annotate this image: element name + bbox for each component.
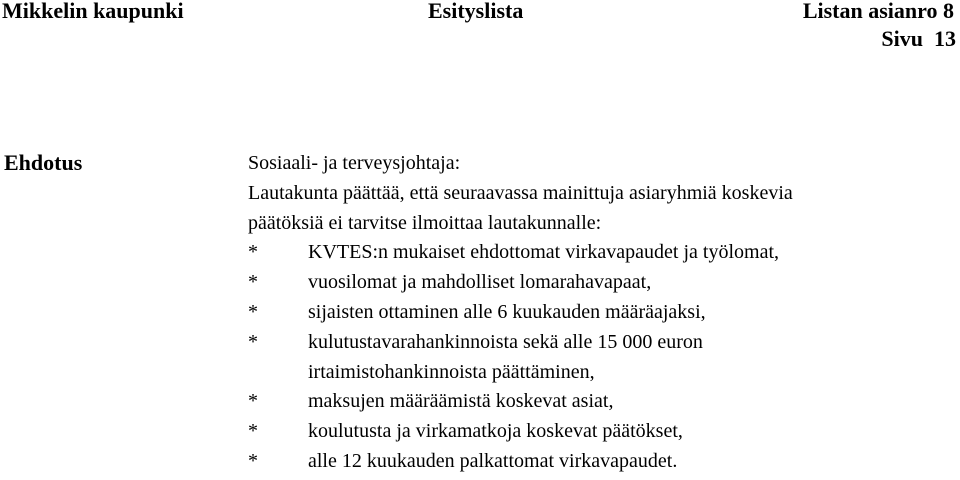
list-item (248, 238, 958, 268)
organization-name: Mikkelin kaupunki (2, 0, 184, 23)
bullet-marker: * (248, 241, 258, 264)
bullet-marker: * (248, 449, 258, 472)
list-item-text: KVTES:n mukaiset ehdottomat virkavapaudet ja työlomat, (308, 241, 780, 264)
list-item (248, 447, 958, 477)
list-item-text: vuosilomat ja mahdolliset lomarahavapaat, (308, 271, 652, 294)
bullet-marker: * (248, 300, 258, 323)
document-type: Esityslista (428, 0, 524, 23)
proposal-author: Sosiaali- ja terveysjohtaja: (248, 152, 461, 174)
list-item (248, 298, 958, 328)
proposal-content (248, 149, 958, 477)
list-item (248, 268, 958, 298)
bullet-marker: * (248, 330, 258, 353)
item-number: Listan asianro 8 (802, 0, 954, 23)
list-item-text: alle 12 kuukauden palkattomat virkavapaudet. (308, 449, 678, 472)
page-header (0, 0, 960, 60)
bullet-marker: * (248, 390, 258, 413)
list-item (248, 417, 958, 447)
proposal-intro-line: päätöksiä ei tarvitse ilmoittaa lautakunnalle: (248, 211, 602, 234)
list-item (248, 387, 958, 417)
bullet-marker: * (248, 271, 258, 294)
bullet-marker: * (248, 420, 258, 443)
page-number: Sivu 13 (881, 26, 956, 51)
list-item-text: kulutustavarahankinnoista sekä alle 15 000 euron (308, 330, 703, 353)
list-item-text: koulutusta ja virkamatkoja koskevat päätökset, (308, 420, 683, 443)
list-item (248, 328, 958, 358)
proposal-intro-line: Lautakunta päättää, että seuraavassa mainittuja asiaryhmiä koskevia (248, 181, 793, 204)
list-item-text: sijaisten ottaminen alle 6 kuukauden määräajaksi, (308, 300, 706, 323)
section-label: Ehdotus (4, 150, 83, 175)
list-item-text: maksujen määräämistä koskevat asiat, (308, 390, 614, 413)
list-item-continuation: irtaimistohankinnoista päättäminen, (308, 360, 595, 383)
